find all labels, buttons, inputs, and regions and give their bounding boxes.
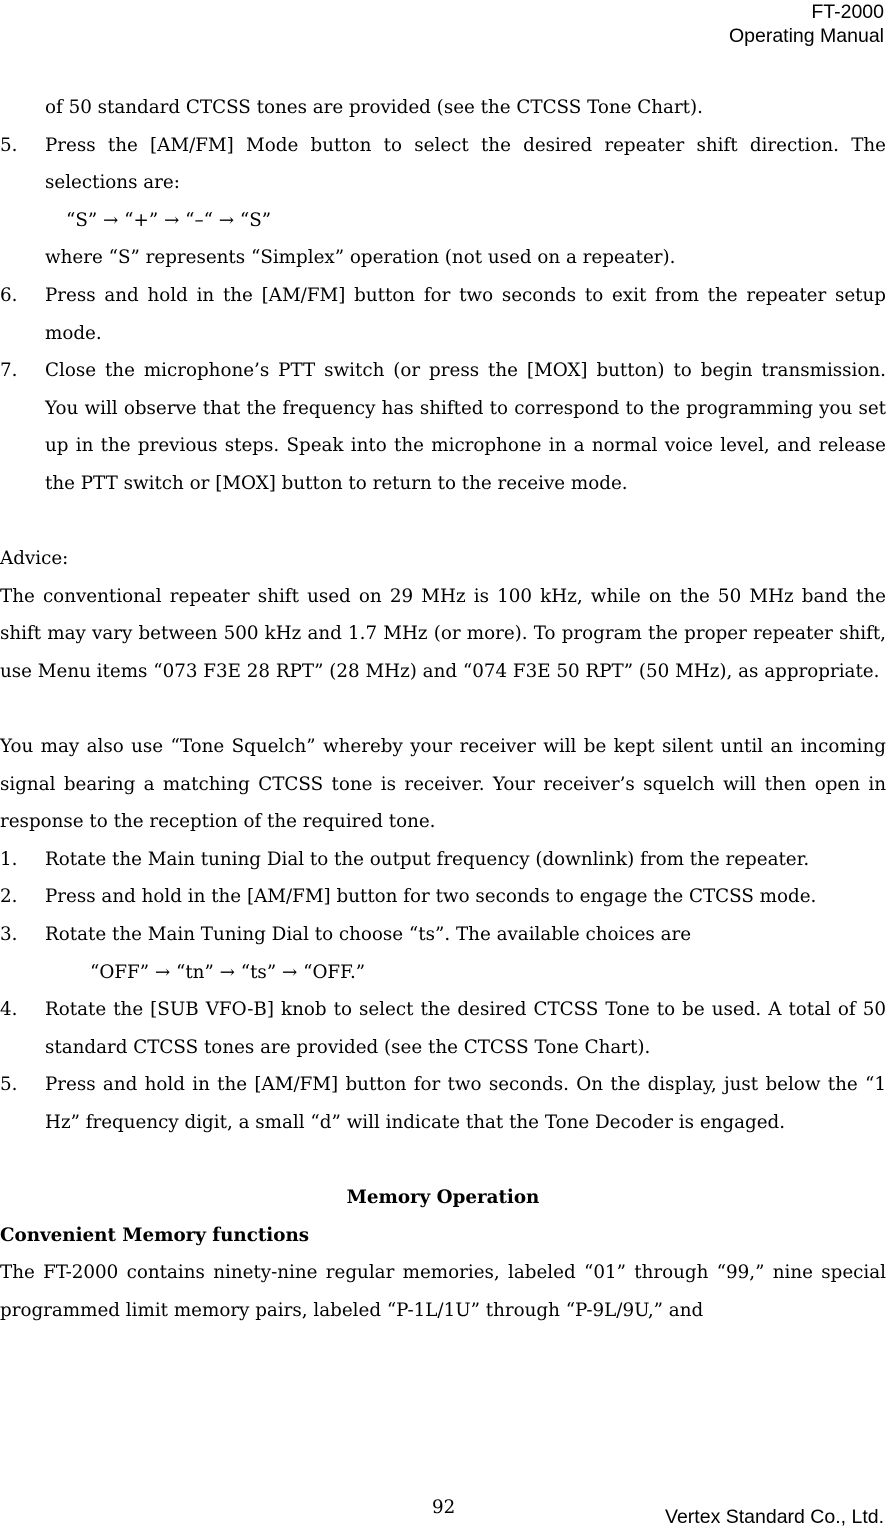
list-text: Press and hold in the [AM/FM] button for two seconds. On the display, just below the “1 Hz” frequency digit, a small “d” will indicate that the Tone Decoder is engaged.: [45, 1074, 886, 1134]
list-item: [0, 127, 886, 202]
list-number: 2.: [0, 886, 18, 908]
header-doc-title: Operating Manual: [728, 25, 884, 47]
memory-paragraph: The FT-2000 contains ninety-nine regular memories, labeled “01” through “99,” nine special programmed limit memory pairs, labeled “P-1L/1U” through “P-9L/9U,” and: [0, 1262, 886, 1321]
list-text: Rotate the Main tuning Dial to the output frequency (downlink) from the repeater.: [45, 848, 810, 870]
list-text: Press and hold in the [AM/FM] button for two seconds to engage the CTCSS mode.: [45, 886, 817, 908]
list-text: Rotate the Main Tuning Dial to choose “ts”. The available choices are: [45, 924, 692, 946]
list-number: 3.: [0, 924, 18, 946]
list-item: [0, 277, 886, 352]
tone-squelch-paragraph: You may also use “Tone Squelch” whereby your receiver will be kept silent until an incoming signal bearing a matching CTCSS tone is receiver. Your receiver’s squelch will then open in response to the reception of the required tone.: [0, 736, 886, 833]
list-item: [0, 878, 886, 916]
list-number: 4.: [0, 999, 18, 1021]
subsection-heading: Convenient Memory functions: [0, 1224, 310, 1246]
page-number: 92: [432, 1497, 456, 1518]
list-item: [0, 916, 886, 954]
simplex-note: where “S” represents “Simplex” operation (not used on a repeater).: [45, 247, 676, 269]
list-item: [0, 1066, 886, 1141]
list-item: [0, 352, 886, 502]
company-name: Vertex Standard Co., Ltd.: [665, 1506, 884, 1528]
page-header: [729, 0, 884, 48]
list-text: Rotate the [SUB VFO-B] knob to select the desired CTCSS Tone to be used. A total of 50 standard CTCSS tones are provided (see the CTCSS Tone Chart).: [45, 999, 886, 1058]
shift-sequence: “S” → “+” → “–“ → “S”: [66, 209, 272, 231]
list-number: 5.: [0, 134, 18, 156]
list-number: 6.: [0, 284, 18, 306]
list-text: Close the microphone’s PTT switch (or press the [MOX] button) to begin transmission. You will observe that the frequency has shifted to correspond to the programming you set up in the previous steps. Speak into the microphone in a normal voice level, and release the PTT switch or [MOX] button to return to the receive mode.: [45, 360, 886, 494]
list-text: Press the [AM/FM] Mode button to select the desired repeater shift direction. The selections are:: [45, 134, 886, 194]
advice-label: Advice:: [0, 548, 69, 570]
section-heading: Memory Operation: [346, 1187, 540, 1209]
header-model: FT-2000: [811, 1, 884, 23]
list-number: 5.: [0, 1074, 18, 1096]
list-number: 1.: [0, 848, 18, 870]
list-number: 7.: [0, 360, 18, 382]
tone-sequence: “OFF” → “tn” → “ts” → “OFF.”: [90, 961, 366, 983]
list-text: Press and hold in the [AM/FM] button for two seconds to exit from the repeater setup mode.: [45, 284, 886, 344]
continued-line: of 50 standard CTCSS tones are provided (see the CTCSS Tone Chart).: [45, 97, 703, 118]
list-item: [0, 991, 886, 1066]
list-item: [0, 841, 886, 879]
page-body: [0, 89, 886, 1330]
advice-paragraph: The conventional repeater shift used on 29 MHz is 100 kHz, while on the 50 MHz band the shift may vary between 500 kHz and 1.7 MHz (or more). To program the proper repeater shift, use Menu items “073 F3E 28 RPT” (28 MHz) and “074 F3E 50 RPT” (50 MHz), as appropriate.: [0, 585, 886, 682]
